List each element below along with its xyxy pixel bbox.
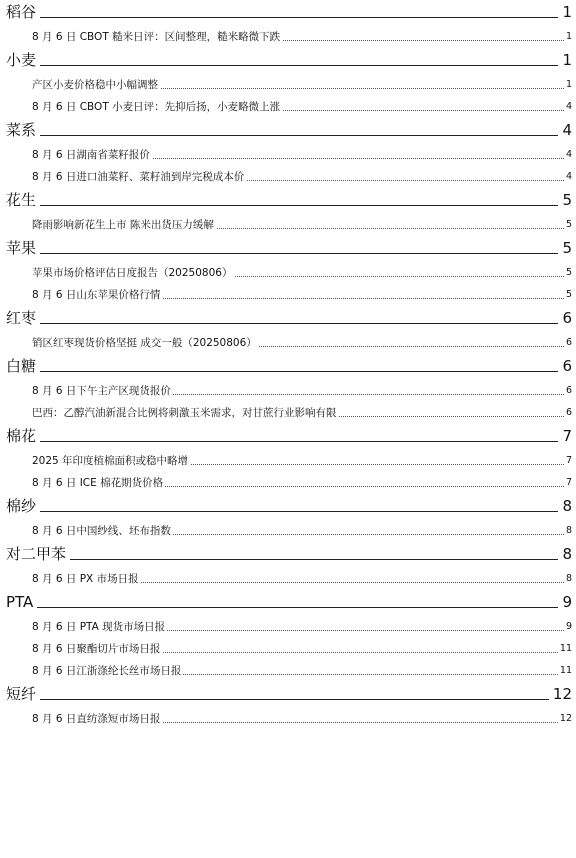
toc-entry[interactable] xyxy=(0,26,576,48)
entry-page-number: 5 xyxy=(565,289,572,300)
entry-title: 8 月 6 日直纺涤短市场日报 xyxy=(32,713,161,725)
toc-section xyxy=(0,494,576,542)
entry-title: 8 月 6 日 PTA 现货市场日报 xyxy=(32,621,166,633)
section-title: 白糖 xyxy=(6,357,40,375)
section-heading-row[interactable] xyxy=(0,424,576,450)
section-leader-line xyxy=(6,65,564,66)
entry-title: 8 月 6 日山东苹果价格行情 xyxy=(32,289,161,301)
entry-title: 巴西：乙醇汽油新混合比例将刺激玉米需求，对甘蔗行业影响有限 xyxy=(32,407,337,419)
entry-page-number: 11 xyxy=(559,665,572,676)
section-title: 棉纱 xyxy=(6,497,40,515)
section-title: 菜系 xyxy=(6,121,40,139)
section-heading-row[interactable] xyxy=(0,118,576,144)
section-heading-row[interactable] xyxy=(0,48,576,74)
entry-title: 8 月 6 日湖南省菜籽报价 xyxy=(32,149,150,161)
section-title: 小麦 xyxy=(6,51,40,69)
entry-title: 2025 年印度植棉面积或稳中略增 xyxy=(32,455,189,467)
toc-section xyxy=(0,424,576,494)
entry-title: 苹果市场价格评估日度报告（20250806） xyxy=(32,267,233,279)
toc-section xyxy=(0,590,576,682)
entry-title: 8 月 6 日 PX 市场日报 xyxy=(32,573,139,585)
entry-page-number: 5 xyxy=(565,219,572,230)
section-leader-line xyxy=(6,17,564,18)
section-page-number: 1 xyxy=(558,3,572,21)
section-heading-row[interactable] xyxy=(0,682,576,708)
toc-entry[interactable] xyxy=(0,708,576,730)
entry-title: 降雨影响新花生上市 陈米出货压力缓解 xyxy=(32,219,214,231)
section-page-number: 8 xyxy=(558,497,572,515)
toc-entry[interactable] xyxy=(0,660,576,682)
entry-title: 8 月 6 日 CBOT 小麦日评：先抑后扬，小麦略微上涨 xyxy=(32,101,281,113)
toc-section xyxy=(0,236,576,306)
entry-title: 8 月 6 日 ICE 棉花期货价格 xyxy=(32,477,164,489)
section-heading-row[interactable] xyxy=(0,542,576,568)
entry-page-number: 1 xyxy=(565,31,572,42)
section-heading-row[interactable] xyxy=(0,306,576,332)
section-page-number: 12 xyxy=(549,685,572,703)
section-leader-line xyxy=(6,441,564,442)
entry-page-number: 11 xyxy=(559,643,572,654)
toc-entry[interactable] xyxy=(0,472,576,494)
entry-title: 8 月 6 日聚酯切片市场日报 xyxy=(32,643,161,655)
entry-page-number: 1 xyxy=(565,79,572,90)
section-heading-row[interactable] xyxy=(0,0,576,26)
section-page-number: 9 xyxy=(558,593,572,611)
entry-page-number: 6 xyxy=(565,337,572,348)
section-heading-row[interactable] xyxy=(0,354,576,380)
toc-entry[interactable] xyxy=(0,144,576,166)
toc-entry[interactable] xyxy=(0,450,576,472)
section-leader-line xyxy=(6,511,564,512)
toc-section xyxy=(0,542,576,590)
section-page-number: 5 xyxy=(558,239,572,257)
entry-page-number: 5 xyxy=(565,267,572,278)
section-page-number: 7 xyxy=(558,427,572,445)
entry-page-number: 12 xyxy=(559,713,572,724)
toc-section xyxy=(0,188,576,236)
toc-entry[interactable] xyxy=(0,214,576,236)
toc-entry[interactable] xyxy=(0,402,576,424)
section-heading-row[interactable] xyxy=(0,236,576,262)
section-leader-line xyxy=(6,205,564,206)
section-page-number: 8 xyxy=(558,545,572,563)
section-leader-line xyxy=(6,699,564,700)
section-leader-line xyxy=(6,371,564,372)
entry-title: 8 月 6 日 CBOT 糙米日评：区间整理，糙米略微下跌 xyxy=(32,31,281,43)
toc-entry[interactable] xyxy=(0,568,576,590)
section-title: 花生 xyxy=(6,191,40,209)
toc-entry[interactable] xyxy=(0,520,576,542)
toc-section xyxy=(0,306,576,354)
toc-section xyxy=(0,354,576,424)
section-title: 苹果 xyxy=(6,239,40,257)
section-page-number: 5 xyxy=(558,191,572,209)
section-title: PTA xyxy=(6,593,37,611)
section-title: 棉花 xyxy=(6,427,40,445)
toc-section xyxy=(0,48,576,118)
entry-title: 8 月 6 日江浙涤纶长丝市场日报 xyxy=(32,665,182,677)
entry-page-number: 7 xyxy=(565,455,572,466)
toc-section xyxy=(0,682,576,730)
toc-entry[interactable] xyxy=(0,332,576,354)
entry-page-number: 6 xyxy=(565,385,572,396)
entry-page-number: 4 xyxy=(565,149,572,160)
toc-section xyxy=(0,118,576,188)
section-page-number: 4 xyxy=(558,121,572,139)
section-title: 稻谷 xyxy=(6,3,40,21)
toc-entry[interactable] xyxy=(0,638,576,660)
toc-entry[interactable] xyxy=(0,284,576,306)
entry-page-number: 8 xyxy=(565,525,572,536)
section-leader-line xyxy=(6,559,564,560)
toc-entry[interactable] xyxy=(0,616,576,638)
entry-page-number: 4 xyxy=(565,171,572,182)
section-heading-row[interactable] xyxy=(0,188,576,214)
section-title: 对二甲苯 xyxy=(6,545,70,563)
entry-title: 销区红枣现货价格坚挺 成交一般（20250806） xyxy=(32,337,257,349)
section-heading-row[interactable] xyxy=(0,590,576,616)
entry-title: 8 月 6 日中国纱线、坯布指数 xyxy=(32,525,171,537)
section-title: 短纤 xyxy=(6,685,40,703)
toc-entry[interactable] xyxy=(0,380,576,402)
toc-section xyxy=(0,0,576,48)
entry-page-number: 9 xyxy=(565,621,572,632)
entry-page-number: 4 xyxy=(565,101,572,112)
entry-page-number: 6 xyxy=(565,407,572,418)
section-leader-line xyxy=(6,323,564,324)
toc-entry[interactable] xyxy=(0,262,576,284)
entry-title: 产区小麦价格稳中小幅调整 xyxy=(32,79,158,91)
section-page-number: 6 xyxy=(558,309,572,327)
section-heading-row[interactable] xyxy=(0,494,576,520)
section-page-number: 1 xyxy=(558,51,572,69)
section-leader-line xyxy=(6,607,564,608)
section-title: 红枣 xyxy=(6,309,40,327)
section-leader-line xyxy=(6,253,564,254)
entry-title: 8 月 6 日下午主产区现货报价 xyxy=(32,385,171,397)
toc-entry[interactable] xyxy=(0,96,576,118)
toc-entry[interactable] xyxy=(0,74,576,96)
section-leader-line xyxy=(6,135,564,136)
entry-title: 8 月 6 日进口油菜籽、菜籽油到岸完税成本价 xyxy=(32,171,245,183)
entry-page-number: 8 xyxy=(565,573,572,584)
entry-page-number: 7 xyxy=(565,477,572,488)
section-page-number: 6 xyxy=(558,357,572,375)
toc-entry[interactable] xyxy=(0,166,576,188)
